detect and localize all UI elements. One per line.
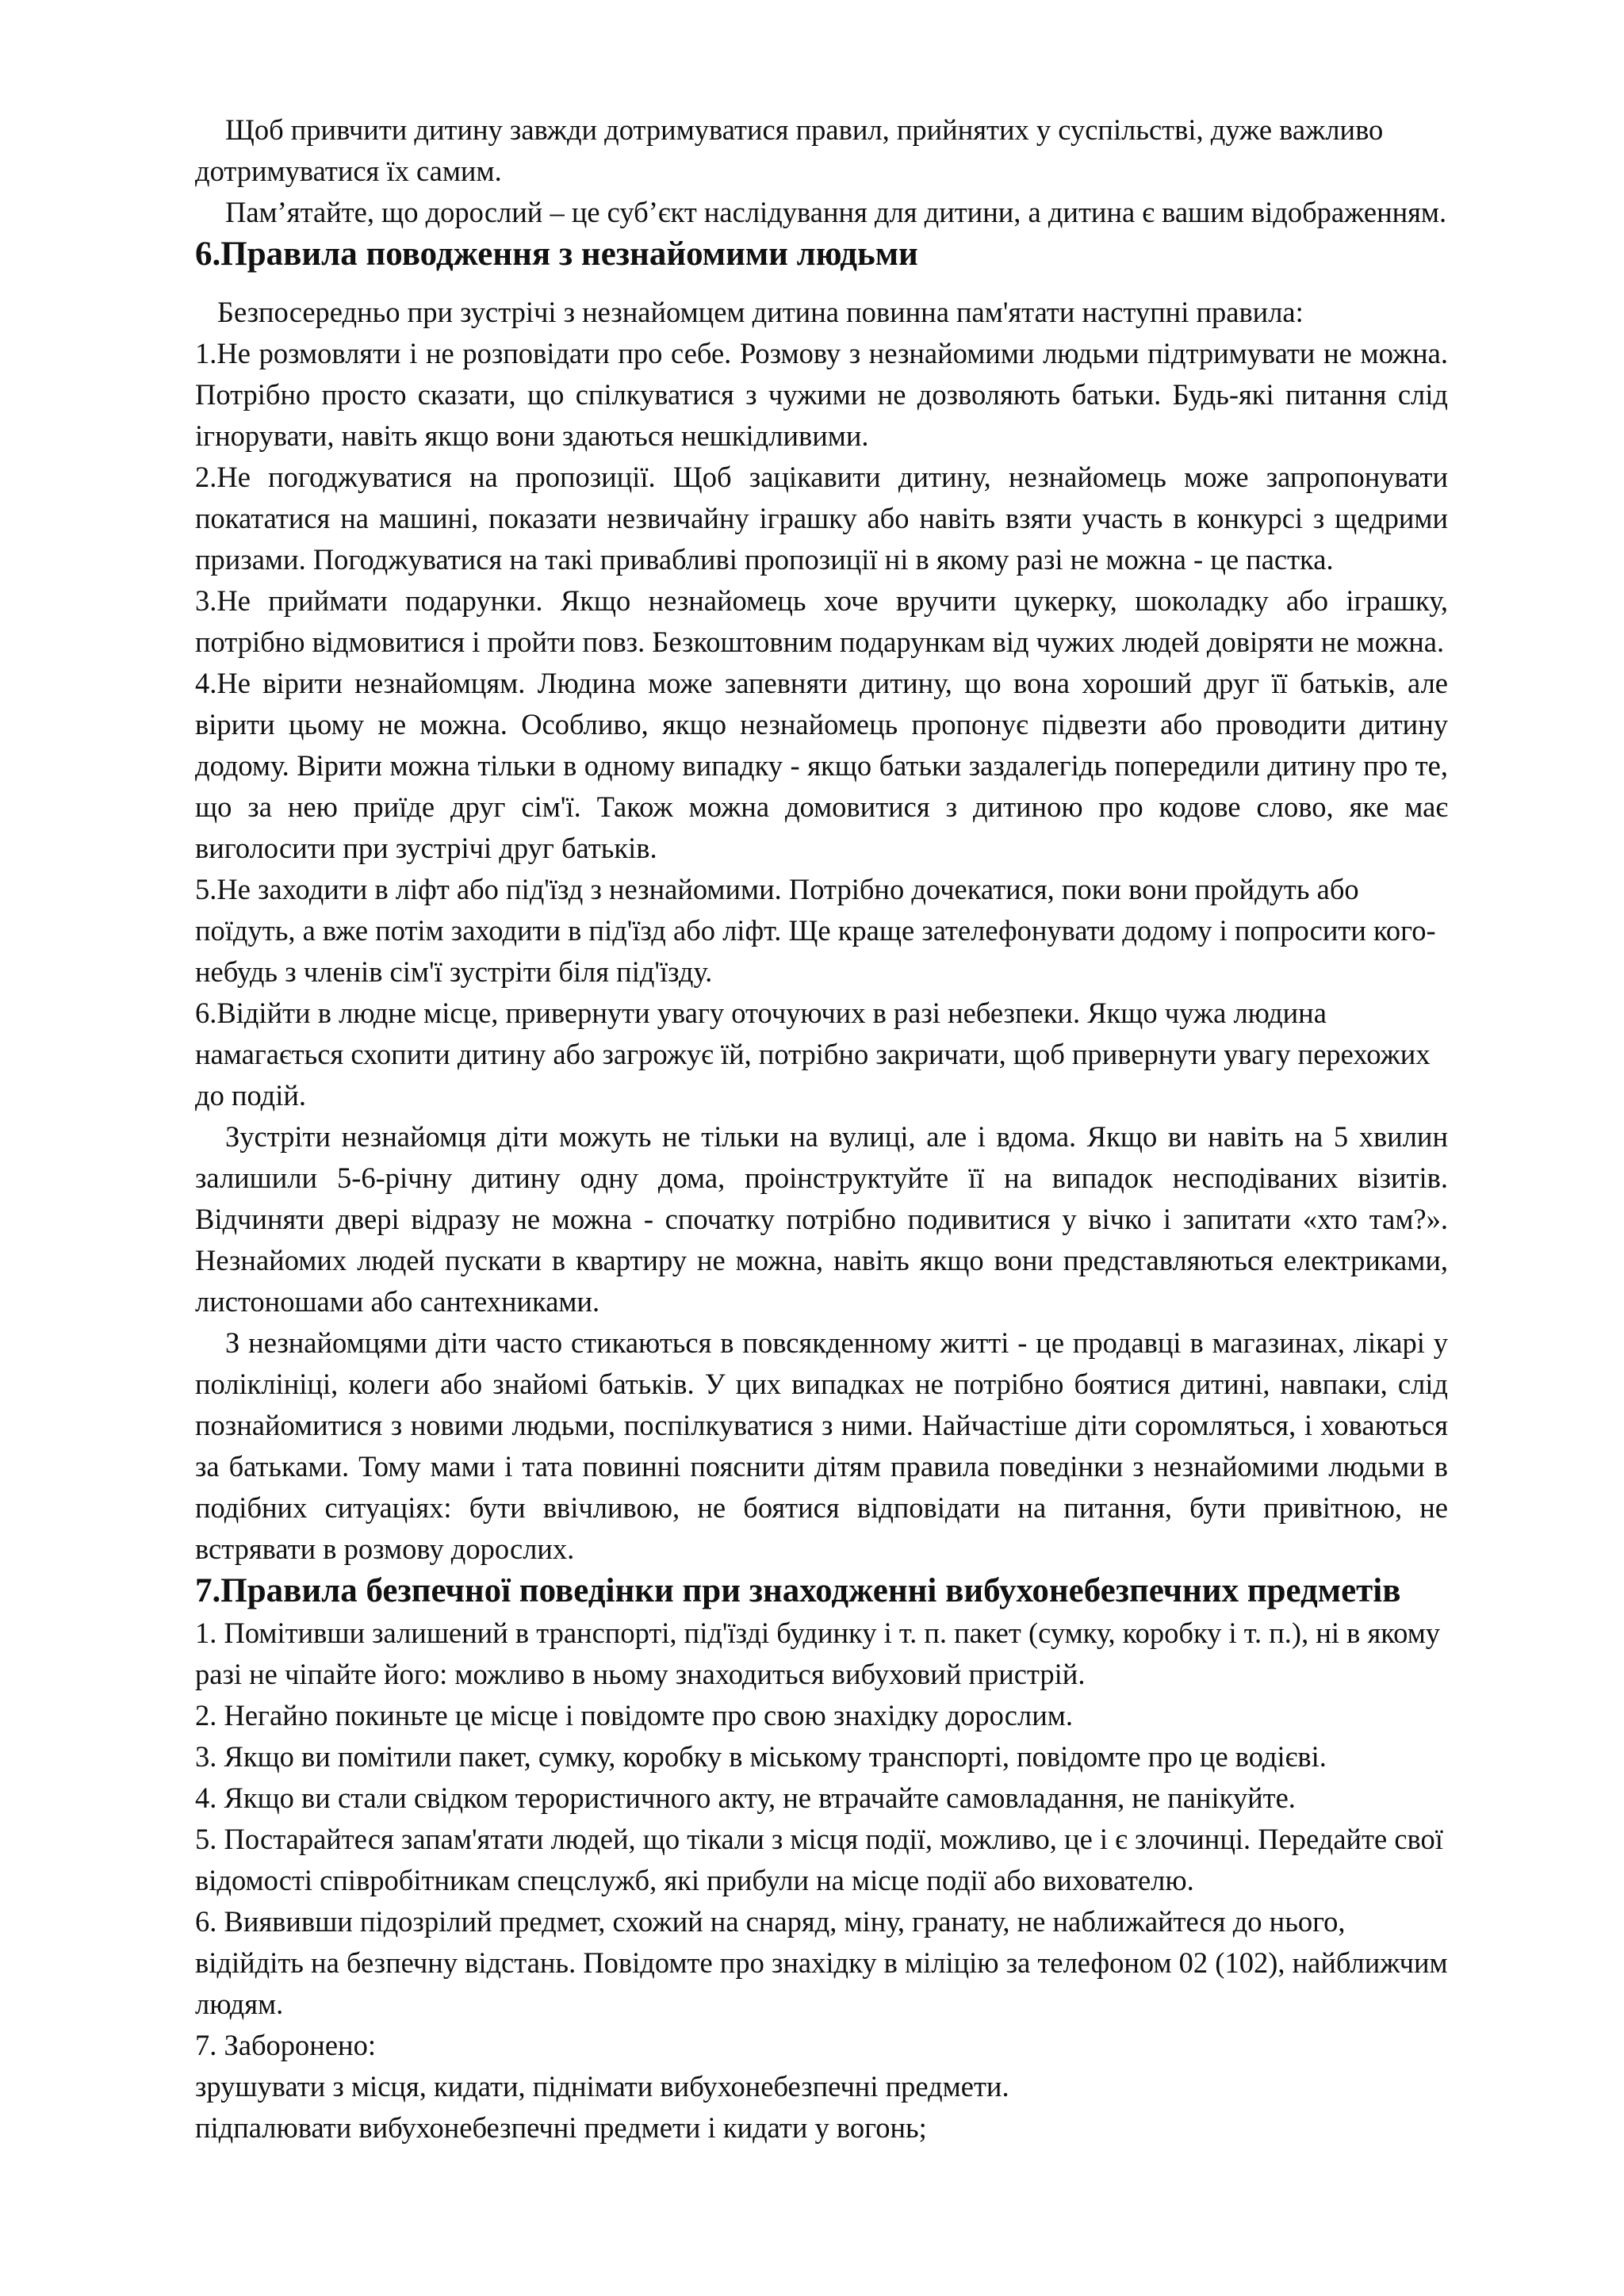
section-6-rule-3: 3.Не приймати подарунки. Якщо незнайомець хоче вручити цукерку, шоколадку або іграшку, потрібно відмовитися і пройти повз. Безкоштовним подарункам від чужих людей довіряти не можна. <box>195 584 1448 658</box>
section-7-item-6: 6. Виявивши підозрілий предмет, схожий на снаряд, міну, гранату, не наближайтеся до нього, відійдіть на безпечну відстань. Повідомте про знахідку в міліцію за телефоном 02 (102), найближчим людям. <box>195 1905 1448 2020</box>
intro-paragraph-1: Щоб привчити дитину завжди дотримуватися правил, прийнятих у суспільстві, дуже важливо дотримуватися їх самим. <box>195 113 1384 187</box>
document-page <box>195 109 1448 2149</box>
section-6-rule-1: 1.Не розмовляти і не розповідати про себе. Розмову з незнайомими людьми підтримувати не можна. Потрібно просто сказати, що спілкуватися з чужими не дозволяють батьки. Будь-які питання слід ігнорувати, навіть якщо вони здаються нешкідливими. <box>195 337 1448 452</box>
section-7-item-3: 3. Якщо ви помітили пакет, сумку, коробку в міському транспорті, повідомте про це водієві. <box>195 1740 1327 1773</box>
section-7-item-5: 5. Постарайтеся запам'ятати людей, що тікали з місця події, можливо, це і є злочинці. Передайте свої відомості співробітникам спецслужб, які прибули на місце події або вихователю. <box>195 1823 1443 1896</box>
intro-paragraph-2: Пам’ятайте, що дорослий – це суб’єкт наслідування для дитини, а дитина є вашим відображенням. <box>225 196 1447 228</box>
section-7-heading: 7.Правила безпечної поведінки при знаходженні вибухонебезпечних предметів <box>195 1572 1401 1609</box>
section-6-paragraph-1: Зустріти незнайомця діти можуть не тільки на вулиці, але і вдома. Якщо ви навіть на 5 хвилин залишили 5-6-річну дитину одну дома, проінструктуйте її на випадок несподіваних візитів. Відчиняти двері відразу не можна - спочатку потрібно подивитися у вічко і запитати «хто там?». Незнайомих людей пускати в квартиру не можна, навіть якщо вони представляються електриками, листоношами або сантехниками. <box>195 1120 1448 1318</box>
section-6-heading: 6.Правила поводження з незнайомими людьми <box>195 235 918 273</box>
section-7-item-7: 7. Заборонено: <box>195 2029 376 2061</box>
section-7-item-2: 2. Негайно покиньте це місце і повідомте про свою знахідку дорослим. <box>195 1699 1073 1732</box>
section-6-rule-5: 5.Не заходити в ліфт або під'їзд з незнайомими. Потрібно дочекатися, поки вони пройдуть або поїдуть, а вже потім заходити в під'їзд або ліфт. Ще краще зателефонувати додому і попросити кого-небудь з членів сім'ї зустріти біля під'їзду. <box>195 873 1436 988</box>
section-7-prohibited-1: зрушувати з місця, кидати, піднімати вибухонебезпечні предмети. <box>195 2070 1009 2103</box>
section-7-prohibited-2: підпалювати вибухонебезпечні предмети і кидати у вогонь; <box>195 2111 927 2144</box>
spacer <box>195 276 1448 292</box>
section-6-paragraph-2: З незнайомцями діти часто стикаються в повсякденному житті - це продавці в магазинах, лікарі у поліклініці, колеги або знайомі батьків. У цих випадках не потрібно боятися дитині, навпаки, слід познайомитися з новими людьми, поспілкуватися з ними. Найчастіше діти соромляться, і ховаються за батьками. Тому мами і тата повинні пояснити дітям правила поведінки з незнайомими людьми в подібних ситуаціях: бути ввічливою, не боятися відповідати на питання, бути привітною, не встрявати в розмову дорослих. <box>195 1326 1448 1565</box>
section-6-rule-2: 2.Не погоджуватися на пропозиції. Щоб зацікавити дитину, незнайомець може запропонувати покататися на машині, показати незвичайну іграшку або навіть взяти участь в конкурсі з щедрими призами. Погоджуватися на такі привабливі пропозиції ні в якому разі не можна - це пастка. <box>195 461 1448 576</box>
section-6-rule-6: 6.Відійти в людне місце, привернути увагу оточуючих в разі небезпеки. Якщо чужа людина намагається схопити дитину або загрожує їй, потрібно закричати, щоб привернути увагу перехожих до подій. <box>195 997 1431 1112</box>
section-6-lead: Безпосередньо при зустрічі з незнайомцем дитина повинна пам'ятати наступні правила: <box>217 296 1304 328</box>
section-6-rule-4: 4.Не вірити незнайомцям. Людина може запевняти дитину, що вона хороший друг її батьків, але вірити цьому не можна. Особливо, якщо незнайомець пропонує підвезти або проводити дитину додому. Вірити можна тільки в одному випадку - якщо батьки заздалегідь попередили дитину про те, що за нею приїде друг сім'ї. Також можна домовитися з дитиною про кодове слово, яке має виголосити при зустрічі друг батьків. <box>195 667 1448 864</box>
section-7-item-4: 4. Якщо ви стали свідком терористичного акту, не втрачайте самовладання, не панікуйте. <box>195 1781 1296 1814</box>
section-7-item-1: 1. Помітивши залишений в транспорті, під'їзді будинку і т. п. пакет (сумку, коробку і т. п.), ні в якому разі не чіпайте його: можливо в ньому знаходиться вибуховий пристрій. <box>195 1617 1441 1690</box>
